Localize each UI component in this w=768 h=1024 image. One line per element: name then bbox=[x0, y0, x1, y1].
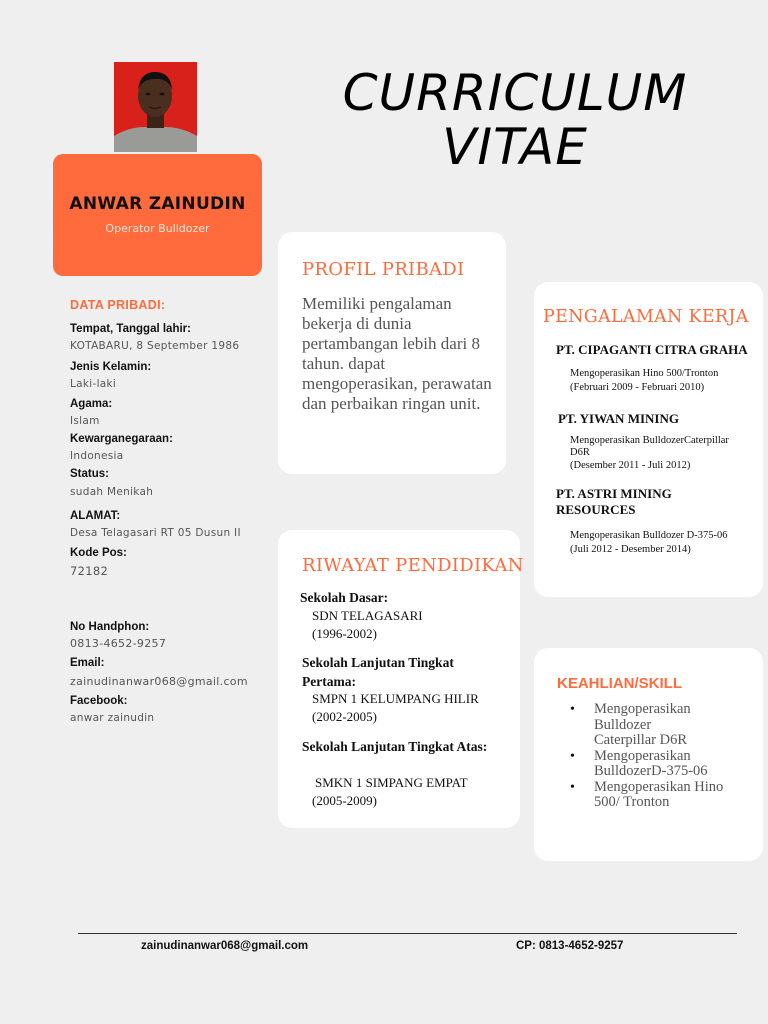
facebook-value: anwar zainudin bbox=[70, 712, 155, 724]
address-value: Desa Telagasari RT 05 Dusun II bbox=[70, 527, 241, 539]
birth-value: KOTABARU, 8 September 1986 bbox=[70, 340, 240, 352]
job-company-1: PT. CIPAGANTI CITRA GRAHA bbox=[556, 342, 748, 357]
job-period-1: (Februari 2009 - Februari 2010) bbox=[570, 382, 705, 393]
profile-title: PROFIL PRIBADI bbox=[302, 259, 465, 280]
job-desc-1: Mengoperasikan Hino 500/Tronton bbox=[570, 368, 719, 379]
address-label: ALAMAT: bbox=[70, 510, 121, 522]
profile-photo bbox=[114, 62, 197, 152]
person-role: Operator Bulldozer bbox=[105, 222, 210, 235]
job-period-3: (Juli 2012 - Desember 2014) bbox=[570, 544, 691, 555]
education-title: RIWAYAT PENDIDIKAN bbox=[302, 555, 524, 576]
status-value: sudah Menikah bbox=[70, 486, 154, 498]
birth-label: Tempat, Tanggal lahir: bbox=[70, 323, 191, 335]
job-company-2: PT. YIWAN MINING bbox=[558, 411, 679, 426]
phone-label: No Handphon: bbox=[70, 621, 150, 633]
skill-item: • Mengoperasikan BulldozerD-375-06 bbox=[594, 749, 714, 780]
education-level-1: Sekolah Dasar: bbox=[300, 590, 389, 605]
skill-item: • Mengoperasikan Bulldozer Caterpillar D6R bbox=[594, 702, 704, 749]
email-label: Email: bbox=[70, 657, 105, 669]
job-desc-2: Mengoperasikan BulldozerCaterpillar D6R bbox=[570, 435, 729, 458]
gender-value: Laki-laki bbox=[70, 378, 117, 390]
personal-data-heading: DATA PRIBADI: bbox=[70, 298, 166, 312]
education-years-1: (1996-2002) bbox=[312, 626, 377, 641]
education-school-1: SDN TELAGASARI bbox=[312, 608, 423, 623]
footer-email: zainudinanwar068@gmail.com bbox=[141, 940, 309, 952]
name-card bbox=[53, 154, 262, 276]
facebook-label: Facebook: bbox=[70, 695, 128, 707]
religion-label: Agama: bbox=[70, 398, 113, 410]
profile-text: Memiliki pengalaman bekerja di dunia pertambangan lebih dari 8 tahun. dapat mengoperasikan, perawatan dan perbaikan ringan unit. bbox=[302, 294, 492, 413]
email-value: zainudinanwar068@gmail.com bbox=[70, 675, 248, 688]
postal-code-label: Kode Pos: bbox=[70, 547, 127, 559]
job-desc-3: Mengoperasikan Bulldozer D-375-06 bbox=[570, 530, 728, 541]
gender-label: Jenis Kelamin: bbox=[70, 361, 152, 373]
status-label: Status: bbox=[70, 468, 109, 480]
nationality-value: Indonesia bbox=[70, 450, 124, 462]
education-level-2: Sekolah Lanjutan Tingkat Pertama: bbox=[302, 655, 454, 689]
experience-title: PENGALAMAN KERJA bbox=[543, 307, 749, 327]
skill-item: • Mengoperasikan Hino 500/ Tronton bbox=[594, 780, 734, 811]
footer-phone: CP: 0813-4652-9257 bbox=[516, 940, 624, 952]
nationality-label: Kewarganegaraan: bbox=[70, 433, 173, 445]
education-school-2: SMPN 1 KELUMPANG HILIR bbox=[312, 691, 479, 706]
phone-value: 0813-4652-9257 bbox=[70, 637, 167, 650]
skills-list bbox=[566, 702, 768, 811]
skills-title: KEAHLIAN/SKILL bbox=[557, 675, 682, 692]
postal-code-value: 72182 bbox=[70, 564, 109, 578]
job-company-3: PT. ASTRI MINING RESOURCES bbox=[556, 486, 672, 517]
footer-divider bbox=[78, 933, 737, 934]
job-period-2: (Desember 2011 - Juli 2012) bbox=[570, 460, 691, 471]
title-line-1: CURRICULUM bbox=[342, 64, 688, 122]
religion-value: Islam bbox=[70, 415, 100, 427]
education-level-3: Sekolah Lanjutan Tingkat Atas: bbox=[302, 739, 488, 754]
education-years-3: (2005-2009) bbox=[312, 793, 377, 808]
education-school-3: SMKN 1 SIMPANG EMPAT bbox=[315, 775, 468, 790]
education-years-2: (2002-2005) bbox=[312, 709, 377, 724]
page-title bbox=[330, 66, 700, 174]
title-line-2: VITAE bbox=[442, 118, 588, 176]
person-name: ANWAR ZAINUDIN bbox=[69, 194, 246, 214]
